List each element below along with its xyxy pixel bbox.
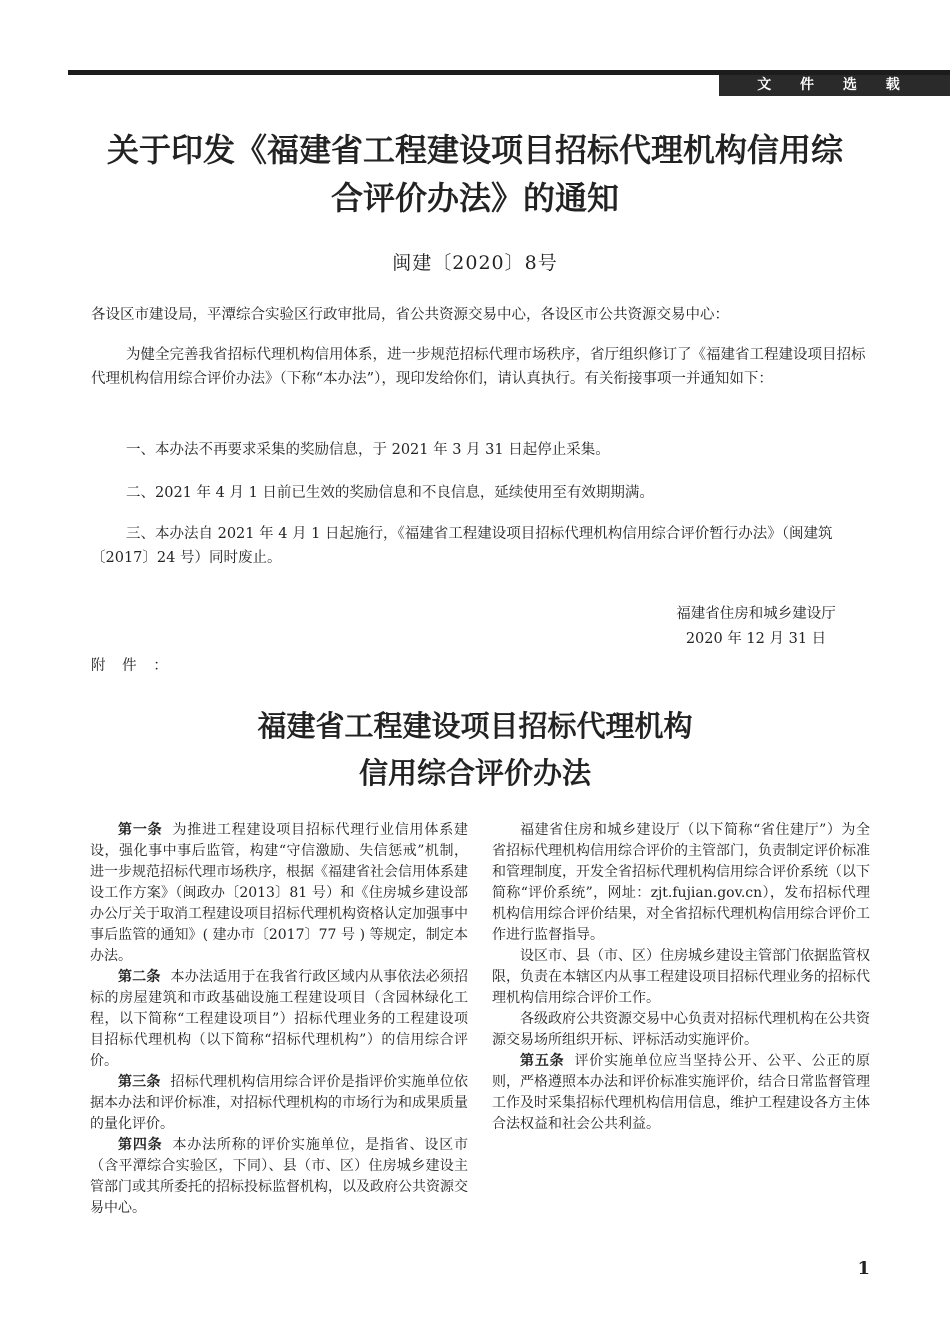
article-2-label: 第二条 — [118, 969, 161, 985]
article-5 — [492, 1051, 870, 1135]
page-number: 1 — [857, 1258, 870, 1279]
article-4 — [90, 1135, 468, 1219]
article-4-paragraph-4: 各级政府公共资源交易中心负责对招标代理机构在公共资源交易场所组织开标、评标活动实施评价。 — [492, 1011, 870, 1048]
article-2 — [90, 967, 468, 1072]
notice-item-1: 一、本办法不再要求采集的奖励信息，于 2021 年 3 月 31 日起停止采集。 — [126, 442, 610, 458]
document-number: 闽建〔2020〕8号 — [392, 252, 558, 274]
article-3-text: 招标代理机构信用综合评价是指评价实施单位依据本办法和评价标准，对招标代理机构的市场行为和成果质量的量化评价。 — [90, 1074, 469, 1132]
article-1 — [90, 820, 468, 967]
left-column — [90, 820, 468, 1219]
notice-title-line1: 关于印发《福建省工程建设项目招标代理机构信用综 — [106, 131, 843, 169]
article-3 — [90, 1072, 468, 1135]
notice-title-line2: 合评价办法》的通知 — [330, 179, 619, 217]
attachment-title-line2: 信用综合评价办法 — [358, 756, 591, 790]
issue-date: 2020 年 12 月 31 日 — [685, 631, 827, 647]
salutation: 各设区市建设局，平潭综合实验区行政审批局，省公共资源交易中心，各设区市公共资源交易中心： — [91, 307, 729, 323]
attachment-title-line1: 福建省工程建设项目招标代理机构 — [257, 709, 693, 743]
section-label: 文 件 选 载 — [719, 75, 950, 96]
article-5-text: 评价实施单位应当坚持公开、公平、公正的原则，严格遵照本办法和评价标准实施评价，结合日常监督管理工作及时采集招标代理机构信用信息，维护工程建设各方主体合法权益和社会公共利益。 — [492, 1053, 871, 1132]
notice-title — [70, 126, 880, 222]
article-5-label: 第五条 — [520, 1053, 565, 1069]
article-4-label: 第四条 — [118, 1137, 163, 1153]
intro-paragraph: 为健全完善我省招标代理机构信用体系，进一步规范招标代理市场秩序，省厅组织修订了《福建省工程建设项目招标代理机构信用综合评价办法》（下称“本办法”），现印发给你们，请认真执行。有关衔接事项一并通知如下： — [91, 347, 866, 387]
article-4-text: 本办法所称的评价实施单位，是指省、设区市（含平潭综合实验区，下同）、县（市、区）住房城乡建设主管部门或其所委托的招标投标监督机构，以及政府公共资源交易中心。 — [90, 1137, 469, 1216]
article-4-paragraph-3: 设区市、县（市、区）住房城乡建设主管部门依据监管权限，负责在本辖区内从事工程建设项目招标代理业务的招标代理机构信用综合评价工作。 — [492, 948, 870, 1006]
issuer: 福建省住房和城乡建设厅 — [676, 606, 836, 622]
article-1-text: 为推进工程建设项目招标代理行业信用体系建设，强化事中事后监管，构建“守信激励、失信惩戒”机制，进一步规范招标代理市场秩序，根据《福建省社会信用体系建设工作方案》（闽政办〔2013〕81 号）和《住房城乡建设部办公厅关于取消工程建设项目招标代理机构资格认定加强事中事后监管的通知》( 建办市〔2017〕77 号 ) 等规定，制定本办法。 — [90, 822, 469, 964]
notice-item-3: 三、本办法自 2021 年 4 月 1 日起施行，《福建省工程建设项目招标代理机构信用综合评价暂行办法》（闽建筑〔2017〕24 号）同时废止。 — [91, 526, 833, 566]
article-2-text: 本办法适用于在我省行政区域内从事依法必须招标的房屋建筑和市政基础设施工程建设项目（含园林绿化工程，以下简称“工程建设项目”）招标代理业务的工程建设项目招标代理机构（以下简称“招标代理机构”）的信用综合评价。 — [90, 969, 469, 1069]
article-3-label: 第三条 — [118, 1074, 161, 1090]
right-column — [492, 820, 870, 1135]
article-1-label: 第一条 — [118, 822, 163, 838]
attachment-label: 附 件 ： — [91, 658, 174, 674]
article-4-paragraph-2: 福建省住房和城乡建设厅（以下简称“省住建厅”）为全省招标代理机构信用综合评价的主管部门，负责制定评价标准和管理制度，开发全省招标代理机构信用综合评价系统（以下简称“评价系统”，网址：zjt.fujian.gov.cn），发布招标代理机构信用综合评价结果，对全省招标代理机构信用综合评价工作进行监督指导。 — [492, 822, 870, 943]
attachment-title — [80, 703, 870, 797]
notice-item-2: 二、2021 年 4 月 1 日前已生效的奖励信息和不良信息，延续使用至有效期期满。 — [126, 485, 654, 501]
